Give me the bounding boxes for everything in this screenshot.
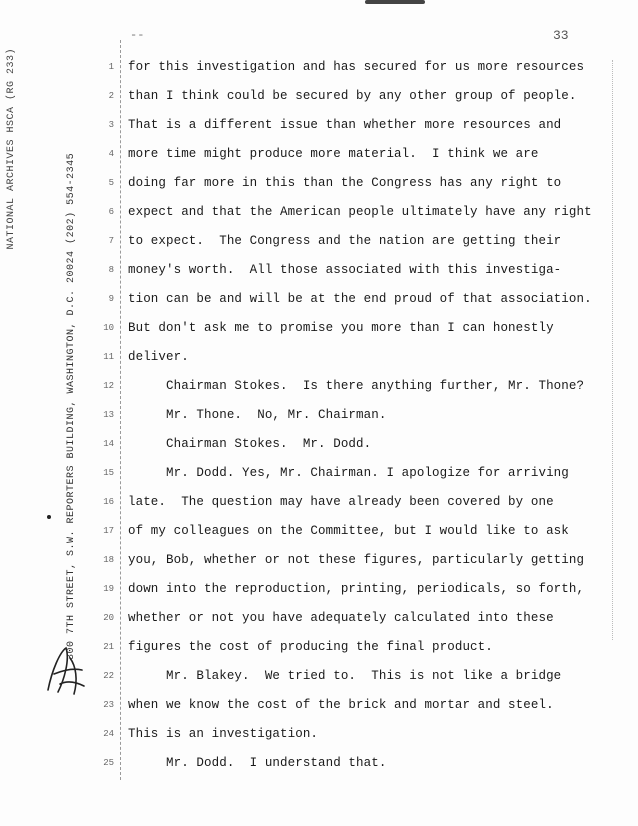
transcript-line: down into the reproduction, printing, periodicals, so forth, bbox=[128, 582, 585, 596]
line-number: 8 bbox=[108, 265, 114, 275]
transcript-line: But don't ask me to promise you more than I can honestly bbox=[128, 321, 554, 335]
transcript-line: Mr. Dodd. Yes, Mr. Chairman. I apologize for arriving bbox=[128, 466, 569, 480]
transcript-line: money's worth. All those associated with this investiga- bbox=[128, 263, 562, 277]
line-number: 22 bbox=[103, 671, 114, 681]
transcript-line: than I think could be secured by any other group of people. bbox=[128, 89, 577, 103]
line-number: 16 bbox=[103, 497, 114, 507]
transcript-line: to expect. The Congress and the nation are getting their bbox=[128, 234, 562, 248]
archive-stamp-label: NATIONAL ARCHIVES HSCA (RG 233) bbox=[6, 48, 17, 250]
line-number: 2 bbox=[108, 91, 114, 101]
transcript-line: doing far more in this than the Congress has any right to bbox=[128, 176, 562, 190]
right-margin-rule bbox=[612, 60, 613, 640]
line-number: 5 bbox=[108, 178, 114, 188]
line-number: 19 bbox=[103, 584, 114, 594]
transcript-line: That is a different issue than whether more resources and bbox=[128, 118, 562, 132]
line-number: 12 bbox=[103, 381, 114, 391]
transcript-line: tion can be and will be at the end proud of that association. bbox=[128, 292, 592, 306]
reporter-address-label: 300 7TH STREET, S.W. REPORTERS BUILDING, WASHINGTON, D.C. 20024 (202) 554-2345 bbox=[66, 152, 77, 660]
line-number: 23 bbox=[103, 700, 114, 710]
transcript-line: when we know the cost of the brick and mortar and steel. bbox=[128, 698, 554, 712]
line-number: 9 bbox=[108, 294, 114, 304]
transcript-line: Mr. Thone. No, Mr. Chairman. bbox=[128, 408, 387, 422]
transcript-line: This is an investigation. bbox=[128, 727, 319, 741]
line-number: 20 bbox=[103, 613, 114, 623]
transcript-line: figures the cost of producing the final product. bbox=[128, 640, 493, 654]
page-number: 33 bbox=[553, 28, 569, 43]
transcript-line: late. The question may have already been covered by one bbox=[128, 495, 554, 509]
line-number: 4 bbox=[108, 149, 114, 159]
line-number: 10 bbox=[103, 323, 114, 333]
transcript-line: of my colleagues on the Committee, but I would like to ask bbox=[128, 524, 569, 538]
line-number: 11 bbox=[103, 352, 114, 362]
line-number: 6 bbox=[108, 207, 114, 217]
handwritten-initials-icon bbox=[40, 640, 90, 700]
transcript-line: more time might produce more material. I think we are bbox=[128, 147, 539, 161]
line-number: 1 bbox=[108, 62, 114, 72]
line-number: 18 bbox=[103, 555, 114, 565]
margin-dot bbox=[47, 515, 51, 519]
transcript-line: Mr. Blakey. We tried to. This is not like a bridge bbox=[128, 669, 562, 683]
line-number: 14 bbox=[103, 439, 114, 449]
line-number: 17 bbox=[103, 526, 114, 536]
corner-mark: -- bbox=[130, 28, 145, 42]
top-smudge-mark bbox=[365, 0, 425, 4]
line-number: 13 bbox=[103, 410, 114, 420]
left-margin-rule bbox=[120, 40, 121, 780]
transcript-line: Mr. Dodd. I understand that. bbox=[128, 756, 387, 770]
transcript-line: you, Bob, whether or not these figures, particularly getting bbox=[128, 553, 585, 567]
line-number: 25 bbox=[103, 758, 114, 768]
line-number: 21 bbox=[103, 642, 114, 652]
line-number: 24 bbox=[103, 729, 114, 739]
transcript-line: expect and that the American people ultimately have any right bbox=[128, 205, 592, 219]
transcript-line: for this investigation and has secured for us more resources bbox=[128, 60, 585, 74]
line-number: 15 bbox=[103, 468, 114, 478]
transcript-line: Chairman Stokes. Mr. Dodd. bbox=[128, 437, 372, 451]
transcript-line: whether or not you have adequately calculated into these bbox=[128, 611, 554, 625]
transcript-line: deliver. bbox=[128, 350, 189, 364]
line-number: 3 bbox=[108, 120, 114, 130]
transcript-line: Chairman Stokes. Is there anything further, Mr. Thone? bbox=[128, 379, 585, 393]
line-number: 7 bbox=[108, 236, 114, 246]
